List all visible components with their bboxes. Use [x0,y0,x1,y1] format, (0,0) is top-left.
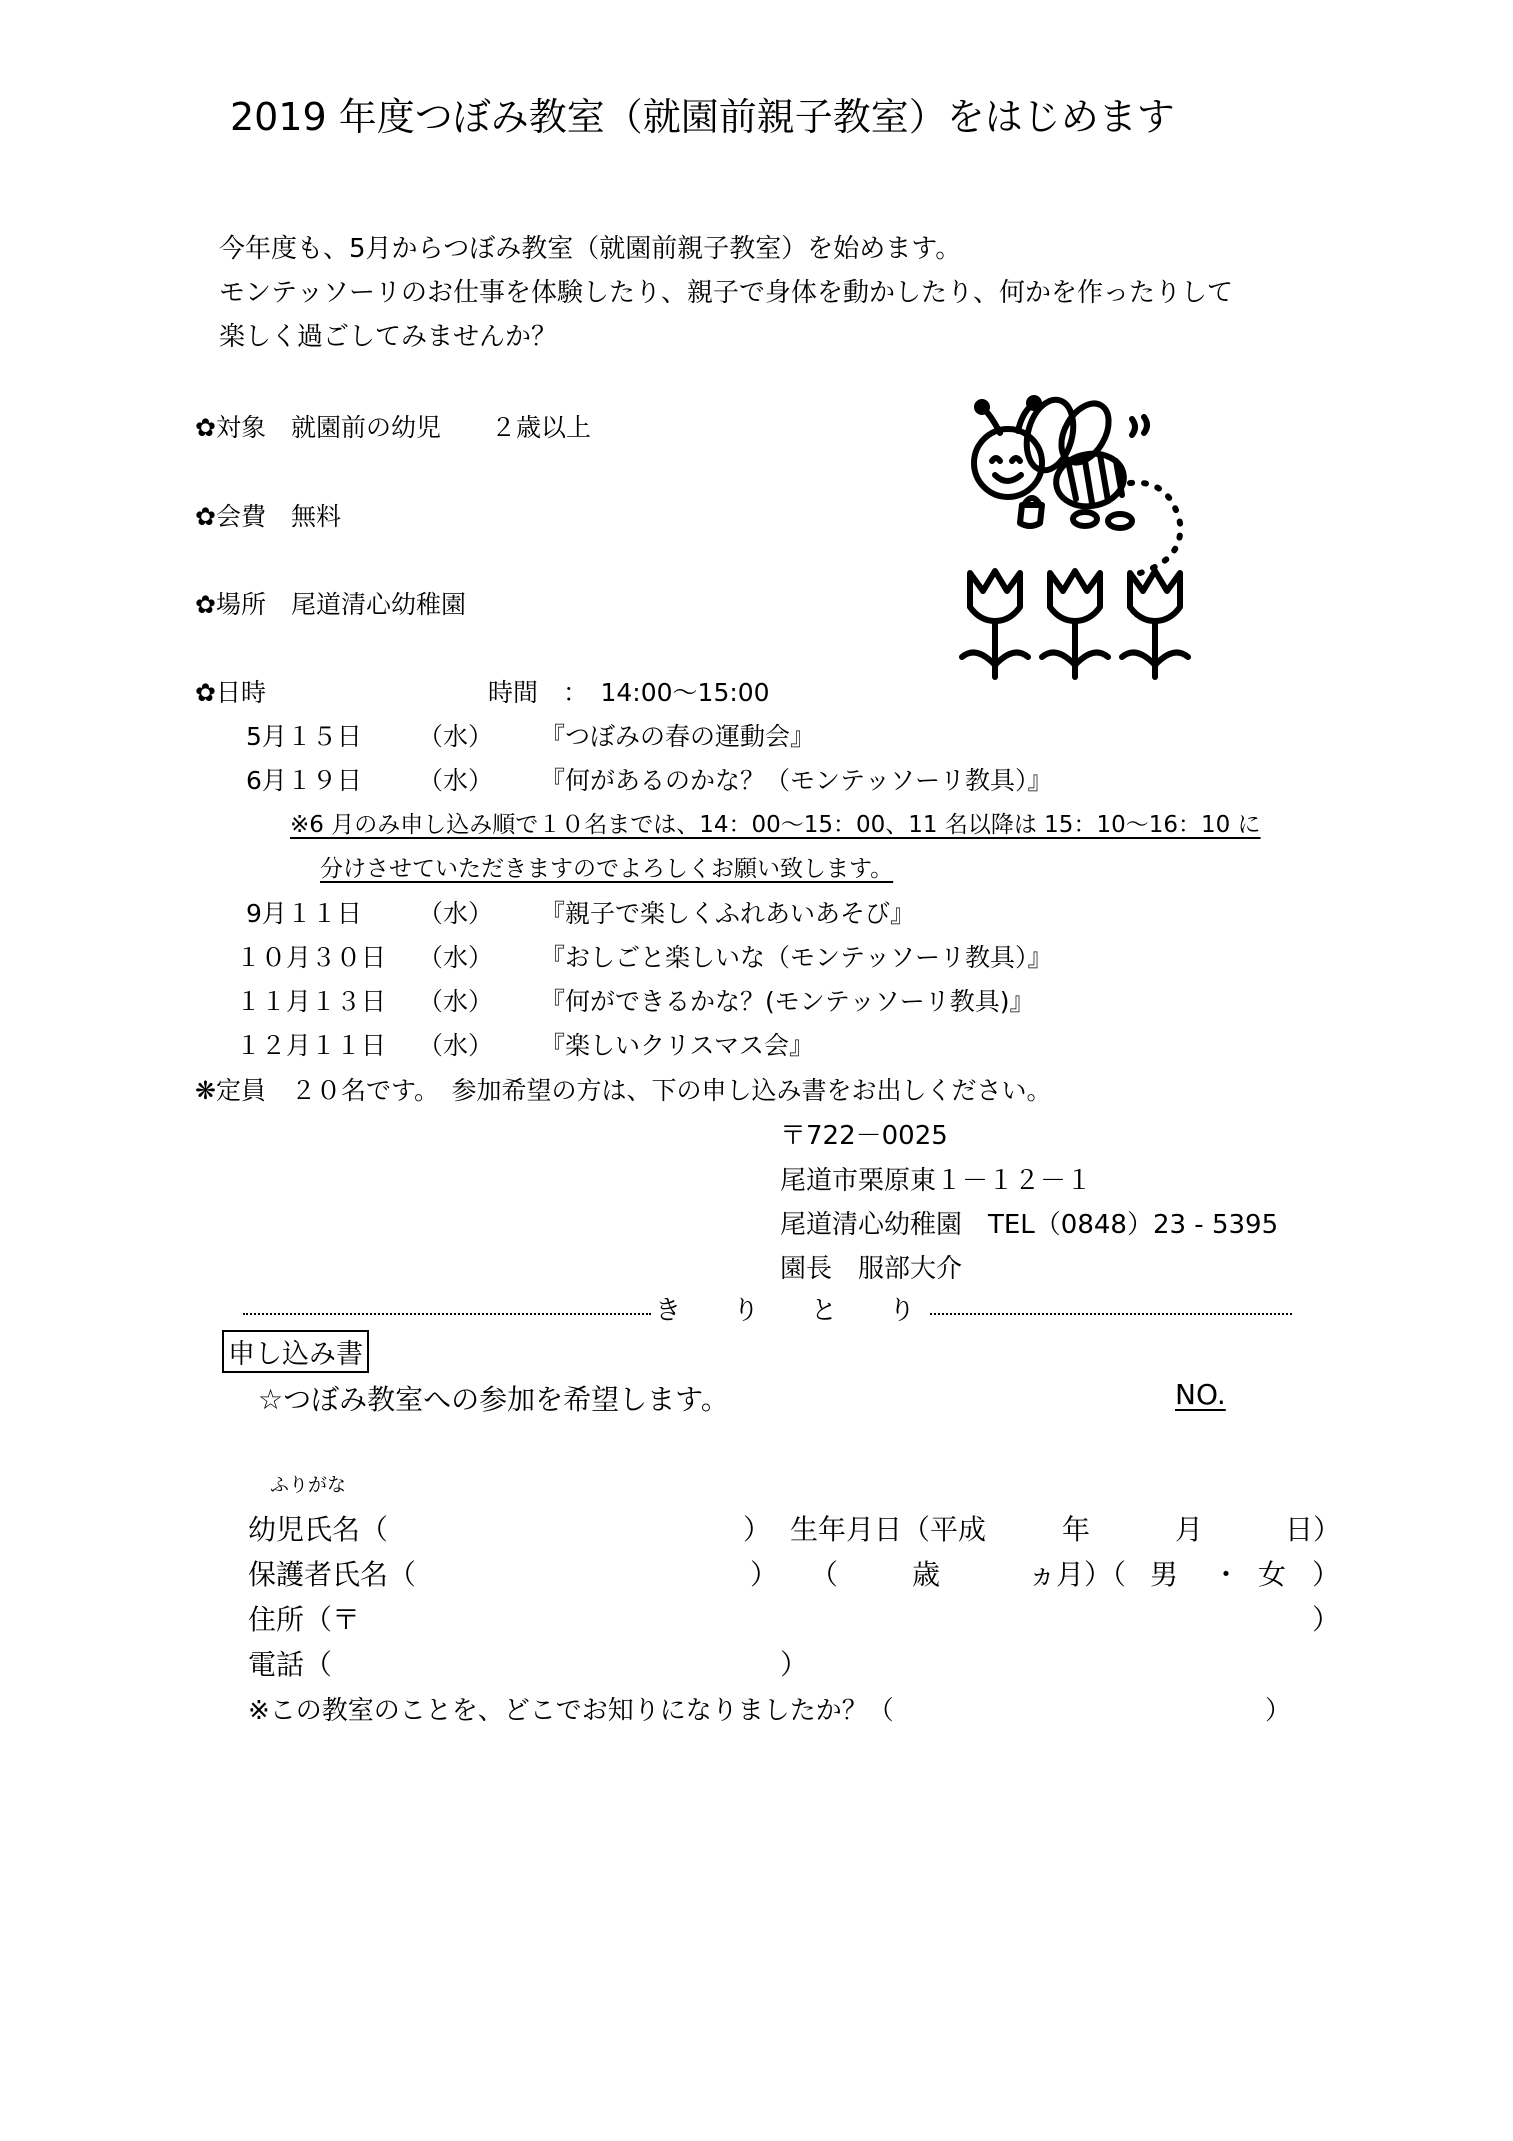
time-info: 時間 ： 14:00〜15:00 [488,678,770,707]
age-open: （ [810,1558,839,1591]
birthday-field[interactable]: 生年月日（平成 [790,1513,987,1546]
phone-close: ） [780,1648,809,1681]
target-info: ✿対象 就園前の幼児 ２歳以上 [195,413,591,442]
fee-info: ✿会費 無料 [195,502,341,531]
birthday-day: 日） [1285,1513,1342,1546]
address-close: ） [1312,1603,1341,1636]
schedule-title: 『おしごと楽しいな（モンテッソーリ教具）』 [540,943,1053,972]
address-field[interactable]: 住所（〒 [248,1603,361,1636]
schedule-day: （水） [418,987,494,1016]
schedule-day: （水） [418,722,494,751]
child-name-field[interactable]: 幼児氏名（ [248,1513,389,1546]
cut-line-right [930,1313,1292,1315]
intro-line-3: 楽しく過ごしてみませんか？ [219,322,558,352]
cut-line-left [243,1313,651,1315]
intro-line-1: 今年度も、5月からつぼみ教室（就園前親子教室）を始めます。 [219,234,962,264]
page-title: 2019 年度つぼみ教室（就園前親子教室）をはじめます [230,95,1175,139]
child-name-close: ） [743,1513,772,1546]
schedule-title: 『楽しいクリスマス会』 [540,1031,815,1060]
gender-close: ） [1312,1558,1341,1591]
school-tel: 尾道清心幼稚園 TEL（0848）23 - 5395 [780,1210,1279,1240]
postal-code: 〒722－0025 [780,1121,948,1151]
form-statement: ☆つぼみ教室への参加を希望します。 [258,1383,729,1416]
gender-female[interactable]: 女 [1258,1558,1287,1591]
schedule-title: 『つぼみの春の運動会』 [540,722,816,751]
street-address: 尾道市栗原東１－１２－１ [780,1166,1093,1196]
schedule-date: １１月１３日 [236,987,387,1016]
schedule-day: （水） [418,1031,494,1060]
gender-dot: ・ [1212,1558,1241,1591]
guardian-name-field[interactable]: 保護者氏名（ [248,1558,417,1591]
birthday-year: 年 [1062,1513,1091,1546]
furigana-label: ふりがな [270,1474,347,1496]
schedule-day: （水） [418,766,494,795]
schedule-title: 『何があるのかな？（モンテッソーリ教具）』 [540,766,1053,795]
schedule-day: （水） [418,943,494,972]
how-heard-close: ） [1265,1696,1292,1726]
principal-name: 園長 服部大介 [780,1254,963,1284]
schedule-date: 9月１１日 [246,899,362,928]
schedule-title: 『親子で楽しくふれあいあそび』 [540,899,916,928]
schedule-note-line-2: 分けさせていただきますのでよろしくお願い致します。 [320,856,894,882]
form-heading: 申し込み書 [222,1330,369,1373]
datetime-label: ✿日時 [195,678,266,707]
phone-field[interactable]: 電話（ [248,1648,333,1681]
form-number: NO. [1175,1378,1226,1411]
guardian-name-close: ） [750,1558,779,1591]
how-heard-question[interactable]: ※この教室のことを、どこでお知りになりましたか？（ [248,1696,894,1726]
gender-male[interactable]: 男 [1150,1558,1179,1591]
intro-line-2: モンテッソーリのお仕事を体験したり、親子で身体を動かしたり、何かを作ったりして [219,278,1234,308]
cut-line-label: き り と り [655,1296,916,1326]
schedule-date: 6月１９日 [246,766,362,795]
age-years[interactable]: 歳 [912,1558,941,1591]
schedule-date: １０月３０日 [236,943,387,972]
schedule-date: 5月１５日 [246,722,362,751]
capacity-info: ❋定員 ２０名です。 参加希望の方は、下の申し込み書をお出しください。 [195,1076,1052,1105]
place-info: ✿場所 尾道清心幼稚園 [195,590,466,619]
schedule-note-line-1: ※6 月のみ申し込み順で１０名までは、14：00〜15：00、11 名以降は 15：10〜16：10 に [290,812,1261,838]
schedule-title: 『何ができるかな？(モンテッソーリ教具)』 [540,987,1035,1016]
schedule-day: （水） [418,899,494,928]
bee-and-tulips-icon [940,395,1210,695]
schedule-date: １２月１１日 [236,1031,387,1060]
age-months[interactable]: ヵ月）（ [1028,1558,1127,1591]
birthday-month: 月 [1175,1513,1204,1546]
